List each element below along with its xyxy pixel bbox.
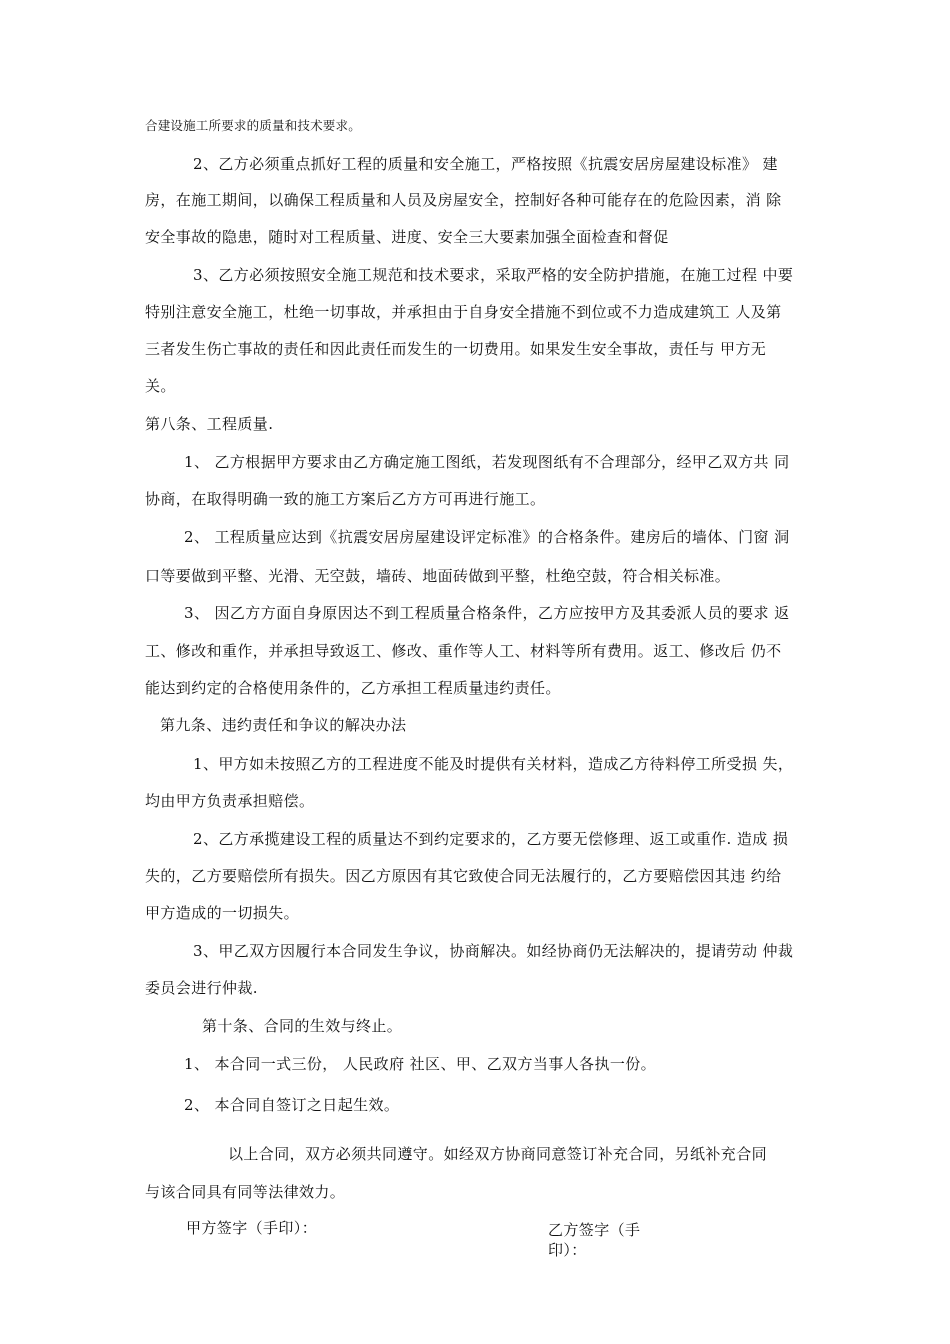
party-a-signature-label: 甲方签字（手印）：: [186, 1219, 318, 1237]
paragraph-line: 均由甲方负责承担赔偿。: [145, 792, 315, 810]
section-heading: 第九条、违约责任和争议的解决办法: [160, 716, 407, 734]
paragraph-line: 1、 本合同一式三份， 人民政府 社区、甲、乙双方当事人各执一份。: [184, 1055, 657, 1073]
paragraph-line: 与该合同具有同等法律效力。: [145, 1183, 346, 1201]
party-b-signature-label: 乙方签字（手印）：: [548, 1221, 641, 1259]
paragraph-line: 1、 乙方根据甲方要求由乙方确定施工图纸，若发现图纸有不合理部分，经甲乙双方共 同: [184, 453, 790, 471]
paragraph-line: 2、 工程质量应达到《抗震安居房屋建设评定标准》的合格条件。建房后的墙体、门窗 洞: [184, 528, 790, 546]
paragraph-line: 合建设施工所要求的质量和技术要求。: [145, 118, 361, 133]
paragraph-line: 2、 本合同自签订之日起生效。: [184, 1096, 400, 1114]
paragraph-line: 1、甲方如未按照乙方的工程进度不能及时提供有关材料，造成乙方待料停工所受损 失，: [193, 755, 794, 773]
paragraph-line: 2、乙方必须重点抓好工程的质量和安全施工，严格按照《抗震安居房屋建设标准》 建: [193, 155, 778, 173]
paragraph-line: 房，在施工期间，以确保工程质量和人员及房屋安全，控制好各种可能存在的危险因素，消 除: [145, 191, 782, 209]
paragraph-line: 以上合同，双方必须共同遵守。如经双方协商同意签订补充合同，另纸补充合同: [228, 1145, 768, 1163]
paragraph-line: 安全事故的隐患，随时对工程质量、进度、安全三大要素加强全面检查和督促: [145, 228, 669, 246]
paragraph-line: 特别注意安全施工，杜绝一切事故，并承担由于自身安全措施不到位或不力造成建筑工 人及第: [145, 303, 782, 321]
paragraph-line: 3、 因乙方方面自身原因达不到工程质量合格条件，乙方应按甲方及其委派人员的要求 返: [184, 604, 790, 622]
paragraph-line: 3、甲乙双方因履行本合同发生争议，协商解决。如经协商仍无法解决的，提请劳动 仲裁: [193, 942, 794, 960]
paragraph-line: 2、乙方承揽建设工程的质量达不到约定要求的，乙方要无偿修理、返工或重作. 造成 损: [193, 830, 789, 848]
paragraph-line: 三者发生伤亡事故的责任和因此责任而发生的一切费用。如果发生安全事故，责任与 甲方无: [145, 340, 767, 358]
paragraph-line: 3、乙方必须按照安全施工规范和技术要求，采取严格的安全防护措施，在施工过程 中要: [193, 266, 794, 284]
paragraph-line: 甲方造成的一切损失。: [145, 904, 300, 922]
section-heading: 第十条、合同的生效与终止。: [202, 1017, 403, 1035]
paragraph-line: 能达到约定的合格使用条件的，乙方承担工程质量违约责任。: [145, 679, 561, 697]
paragraph-line: 关。: [145, 377, 176, 395]
section-heading: 第八条、工程质量.: [145, 415, 274, 433]
paragraph-line: 失的，乙方要赔偿所有损失。因乙方原因有其它致使合同无法履行的，乙方要赔偿因其违 约给: [145, 867, 782, 885]
paragraph-line: 协商，在取得明确一致的施工方案后乙方方可再进行施工。: [145, 490, 546, 508]
paragraph-line: 工、修改和重作，并承担导致返工、修改、重作等人工、材料等所有费用。返工、修改后 仍不: [145, 642, 782, 660]
paragraph-line: 口等要做到平整、光滑、无空鼓，墙砖、地面砖做到平整，杜绝空鼓，符合相关标准。: [145, 567, 731, 585]
paragraph-line: 委员会进行仲裁.: [145, 979, 258, 997]
